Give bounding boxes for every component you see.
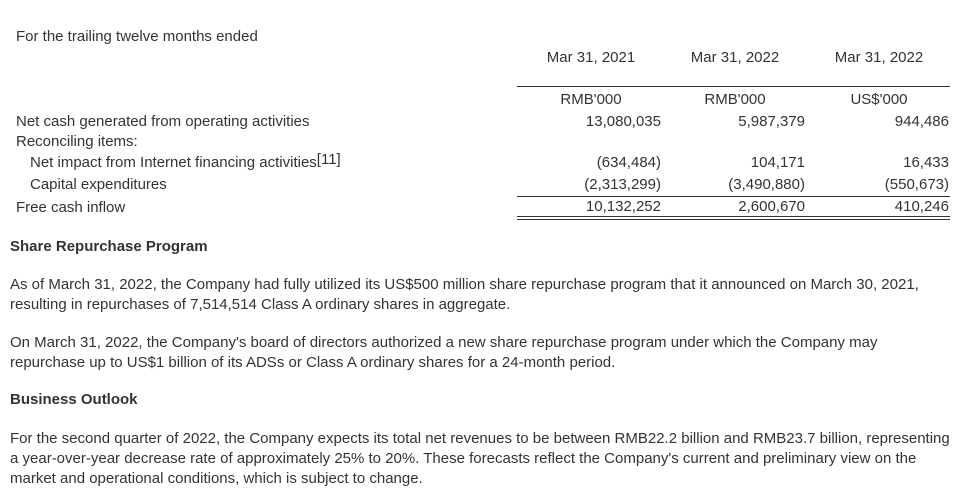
row-label-text: Net impact from Internet financing activities — [30, 154, 317, 171]
table-cell: 16,433 — [903, 154, 949, 171]
section-heading-share-repurchase: Share Repurchase Program — [10, 238, 208, 255]
unit-rule — [661, 86, 805, 87]
paragraph-repurchase-new-program: On March 31, 2022, the Company's board of directors authorized a new share repurchase program under which the Company may repurchase up to US$1 billion of its ADSs or Class A ordinary shares for a 24-month period. — [10, 334, 878, 371]
column-header-period: Mar 31, 2022 — [690, 49, 780, 66]
column-header-period: Mar 31, 2022 — [834, 49, 924, 66]
section-heading-business-outlook: Business Outlook — [10, 391, 138, 408]
row-label-reconciling-items: Reconciling items: — [16, 133, 138, 150]
paragraph-business-outlook: For the second quarter of 2022, the Company expects its total net revenues to be between RMB22.2 billion and RMB23.7 billion, representing a year-over-year decrease rate of approximately 25% to 20%. These forecasts reflect the Company's current and preliminary view on the market and operational conditions, which is subject to change. — [10, 430, 950, 487]
table-cell: (634,484) — [596, 154, 661, 171]
footnote-marker: [11] — [316, 151, 341, 168]
row-label-free-cash-inflow: Free cash inflow — [16, 199, 126, 216]
column-unit: RMB'000 — [560, 91, 622, 108]
paragraph-repurchase-completed: As of March 31, 2022, the Company had fully utilized its US$500 million share repurchase program that it announced on March 30, 2021, resulting in repurchases of 7,514,514 Class A ordinary shares in aggregate. — [10, 276, 919, 313]
table-cell: 104,171 — [750, 154, 805, 171]
row-label-operating-cash: Net cash generated from operating activities — [16, 113, 310, 130]
column-unit: US$'000 — [850, 91, 908, 108]
table-cell: 10,132,252 — [585, 198, 661, 215]
row-label-capital-expenditures: Capital expenditures — [30, 176, 167, 193]
unit-rule — [805, 86, 950, 87]
row-label-internet-financing — [30, 151, 341, 171]
sum-rule — [661, 196, 805, 197]
table-cell: (550,673) — [884, 176, 949, 193]
total-double-rule — [805, 216, 950, 220]
table-cell: (3,490,880) — [728, 176, 805, 193]
column-unit: RMB'000 — [704, 91, 766, 108]
table-cell: 944,486 — [894, 113, 949, 130]
table-cell: (2,313,299) — [584, 176, 661, 193]
period-title: For the trailing twelve months ended — [16, 28, 258, 45]
table-cell: 410,246 — [894, 198, 949, 215]
sum-rule — [805, 196, 950, 197]
table-cell: 5,987,379 — [738, 113, 805, 130]
unit-rule — [517, 86, 661, 87]
sum-rule — [517, 196, 661, 197]
column-header-period: Mar 31, 2021 — [546, 49, 636, 66]
table-cell: 13,080,035 — [585, 113, 661, 130]
total-double-rule — [661, 216, 805, 220]
total-double-rule — [517, 216, 661, 220]
table-cell: 2,600,670 — [738, 198, 805, 215]
